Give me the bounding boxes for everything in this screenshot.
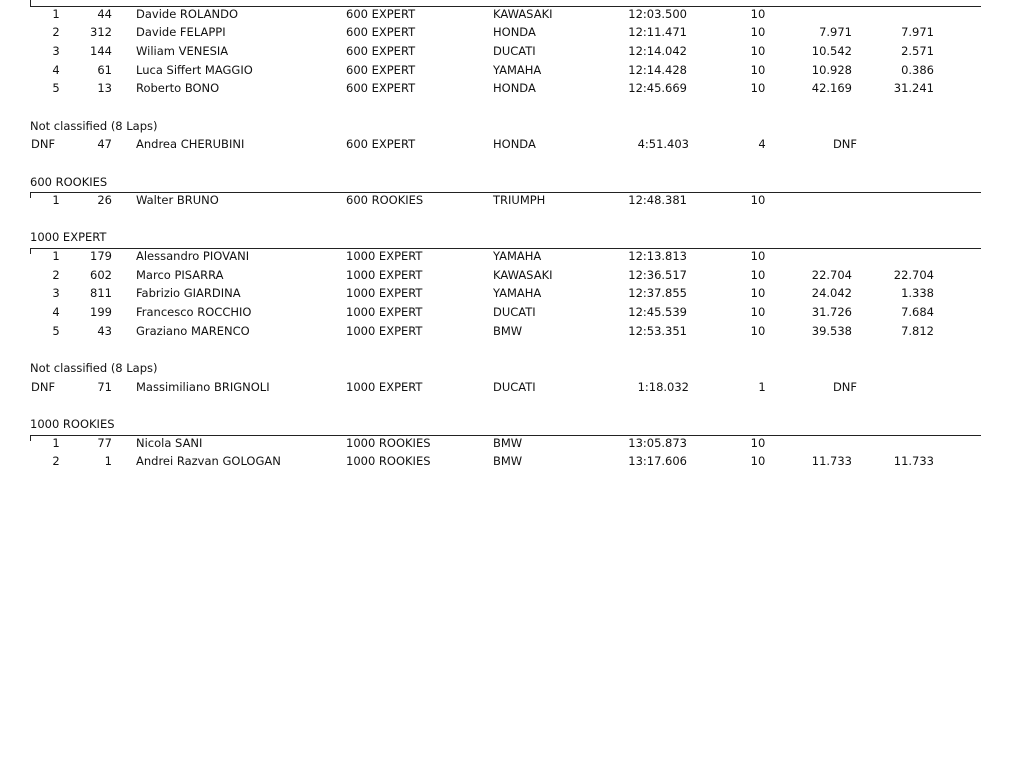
race-number: 26 bbox=[97, 193, 112, 207]
result-row bbox=[0, 62, 1024, 78]
laps: 10 bbox=[750, 25, 766, 39]
position: 5 bbox=[52, 324, 60, 338]
race-number: 71 bbox=[97, 380, 112, 394]
section-heading: 600 ROOKIES bbox=[30, 175, 108, 189]
laps: 10 bbox=[750, 7, 766, 21]
manufacturer: DUCATI bbox=[493, 380, 536, 394]
gap-to-leader: 11.733 bbox=[811, 454, 852, 468]
class: 600 EXPERT bbox=[346, 137, 416, 151]
class: 1000 ROOKIES bbox=[346, 454, 431, 468]
total-time: 12:13.813 bbox=[628, 249, 687, 263]
class: 1000 EXPERT bbox=[346, 286, 423, 300]
manufacturer: YAMAHA bbox=[493, 63, 542, 77]
laps: 1 bbox=[758, 380, 766, 394]
manufacturer: BMW bbox=[493, 324, 523, 338]
rider-name: Fabrizio GIARDINA bbox=[136, 286, 241, 300]
rider-name: Davide FELAPPI bbox=[136, 25, 226, 39]
gap-to-leader: 31.726 bbox=[811, 305, 852, 319]
manufacturer: DUCATI bbox=[493, 44, 536, 58]
gap-to-previous: 11.733 bbox=[893, 454, 934, 468]
gap-to-leader: 22.704 bbox=[811, 268, 852, 282]
total-time: 12:45.669 bbox=[628, 81, 687, 95]
manufacturer: HONDA bbox=[493, 81, 536, 95]
laps: 10 bbox=[750, 454, 766, 468]
position: 1 bbox=[52, 193, 60, 207]
dnf-row bbox=[0, 136, 1024, 152]
position: 2 bbox=[52, 268, 60, 282]
section-heading: Not classified (8 Laps) bbox=[30, 361, 158, 375]
gap-to-leader: 7.971 bbox=[819, 25, 852, 39]
class: 600 EXPERT bbox=[346, 81, 416, 95]
manufacturer: TRIUMPH bbox=[493, 193, 546, 207]
position: 4 bbox=[52, 63, 60, 77]
total-time: 12:14.042 bbox=[628, 44, 687, 58]
gap-to-previous: 1.338 bbox=[901, 286, 934, 300]
laps: 10 bbox=[750, 81, 766, 95]
result-row bbox=[0, 267, 1024, 283]
total-time: 12:53.351 bbox=[628, 324, 687, 338]
rider-name: Marco PISARRA bbox=[136, 268, 224, 282]
position: DNF bbox=[31, 380, 56, 394]
manufacturer: KAWASAKI bbox=[493, 268, 553, 282]
section-heading: 1000 EXPERT bbox=[30, 230, 107, 244]
class: 600 EXPERT bbox=[346, 63, 416, 77]
result-row bbox=[0, 285, 1024, 301]
gap-to-leader: 39.538 bbox=[811, 324, 852, 338]
rider-name: Roberto BONO bbox=[136, 81, 220, 95]
laps: 4 bbox=[758, 137, 766, 151]
race-number: 1 bbox=[104, 454, 112, 468]
manufacturer: KAWASAKI bbox=[493, 7, 553, 21]
laps: 10 bbox=[750, 193, 766, 207]
total-time: 12:03.500 bbox=[628, 7, 687, 21]
rider-name: Andrei Razvan GOLOGAN bbox=[136, 454, 281, 468]
race-number: 179 bbox=[90, 249, 112, 263]
dnf-row bbox=[0, 379, 1024, 395]
total-time: 4:51.403 bbox=[637, 137, 689, 151]
class: 600 ROOKIES bbox=[346, 193, 424, 207]
race-number: 47 bbox=[97, 137, 112, 151]
position: 1 bbox=[52, 7, 60, 21]
total-time: 1:18.032 bbox=[637, 380, 689, 394]
race-number: 43 bbox=[97, 324, 112, 338]
laps: 10 bbox=[750, 44, 766, 58]
total-time: 12:11.471 bbox=[628, 25, 687, 39]
laps: 10 bbox=[750, 305, 766, 319]
gap-to-leader: 24.042 bbox=[811, 286, 852, 300]
laps: 10 bbox=[750, 63, 766, 77]
result-row bbox=[0, 80, 1024, 96]
manufacturer: HONDA bbox=[493, 137, 536, 151]
race-number: 602 bbox=[90, 268, 112, 282]
gap-to-leader: 42.169 bbox=[811, 81, 852, 95]
rider-name: Davide ROLANDO bbox=[136, 7, 239, 21]
laps: 10 bbox=[750, 286, 766, 300]
position: 2 bbox=[52, 25, 60, 39]
rider-name: Walter BRUNO bbox=[136, 193, 219, 207]
result-row bbox=[0, 192, 1024, 208]
gap-to-previous: 31.241 bbox=[893, 81, 934, 95]
gap-to-previous: 7.971 bbox=[901, 25, 934, 39]
race-number: 44 bbox=[97, 7, 112, 21]
race-number: 61 bbox=[97, 63, 112, 77]
laps: 10 bbox=[750, 436, 766, 450]
class: 1000 EXPERT bbox=[346, 268, 423, 282]
position: 1 bbox=[52, 436, 60, 450]
rider-name: Graziano MARENCO bbox=[136, 324, 250, 338]
rider-name: Francesco ROCCHIO bbox=[136, 305, 252, 319]
total-time: 12:45.539 bbox=[628, 305, 687, 319]
position: 5 bbox=[52, 81, 60, 95]
result-row bbox=[0, 6, 1024, 22]
rider-name: Luca Siffert MAGGIO bbox=[136, 63, 253, 77]
race-number: 199 bbox=[90, 305, 112, 319]
result-row bbox=[0, 304, 1024, 320]
manufacturer: BMW bbox=[493, 454, 523, 468]
status-dnf: DNF bbox=[832, 137, 858, 151]
section-heading: 1000 ROOKIES bbox=[30, 417, 115, 431]
class: 600 EXPERT bbox=[346, 7, 416, 21]
total-time: 12:14.428 bbox=[628, 63, 687, 77]
result-row bbox=[0, 43, 1024, 59]
manufacturer: HONDA bbox=[493, 25, 536, 39]
position: DNF bbox=[31, 137, 56, 151]
result-row bbox=[0, 24, 1024, 40]
position: 3 bbox=[52, 286, 60, 300]
rider-name: Massimiliano BRIGNOLI bbox=[136, 380, 270, 394]
position: 3 bbox=[52, 44, 60, 58]
position: 4 bbox=[52, 305, 60, 319]
total-time: 12:37.855 bbox=[628, 286, 687, 300]
race-number: 144 bbox=[90, 44, 112, 58]
race-number: 13 bbox=[97, 81, 112, 95]
total-time: 13:05.873 bbox=[628, 436, 687, 450]
class: 1000 ROOKIES bbox=[346, 436, 431, 450]
gap-to-leader: 10.928 bbox=[811, 63, 852, 77]
result-row bbox=[0, 248, 1024, 264]
result-row bbox=[0, 453, 1024, 469]
manufacturer: YAMAHA bbox=[493, 249, 542, 263]
rider-name: Andrea CHERUBINI bbox=[136, 137, 245, 151]
rider-name: Nicola SANI bbox=[136, 436, 203, 450]
rider-name: Alessandro PIOVANI bbox=[136, 249, 250, 263]
laps: 10 bbox=[750, 249, 766, 263]
class: 1000 EXPERT bbox=[346, 324, 423, 338]
race-number: 811 bbox=[90, 286, 112, 300]
manufacturer: DUCATI bbox=[493, 305, 536, 319]
class: 1000 EXPERT bbox=[346, 249, 423, 263]
manufacturer: YAMAHA bbox=[493, 286, 542, 300]
position: 2 bbox=[52, 454, 60, 468]
race-number: 77 bbox=[97, 436, 112, 450]
total-time: 12:36.517 bbox=[628, 268, 687, 282]
class: 600 EXPERT bbox=[346, 44, 416, 58]
position: 1 bbox=[52, 249, 60, 263]
race-number: 312 bbox=[90, 25, 112, 39]
total-time: 12:48.381 bbox=[628, 193, 687, 207]
class: 1000 EXPERT bbox=[346, 305, 423, 319]
gap-to-leader: 10.542 bbox=[811, 44, 852, 58]
class: 1000 EXPERT bbox=[346, 380, 423, 394]
result-row bbox=[0, 435, 1024, 451]
total-time: 13:17.606 bbox=[628, 454, 687, 468]
result-row bbox=[0, 323, 1024, 339]
gap-to-previous: 2.571 bbox=[901, 44, 934, 58]
class: 600 EXPERT bbox=[346, 25, 416, 39]
manufacturer: BMW bbox=[493, 436, 523, 450]
section-heading: Not classified (8 Laps) bbox=[30, 119, 158, 133]
status-dnf: DNF bbox=[832, 380, 858, 394]
laps: 10 bbox=[750, 324, 766, 338]
gap-to-previous: 7.684 bbox=[901, 305, 934, 319]
gap-to-previous: 22.704 bbox=[893, 268, 934, 282]
gap-to-previous: 0.386 bbox=[901, 63, 934, 77]
gap-to-previous: 7.812 bbox=[901, 324, 934, 338]
laps: 10 bbox=[750, 268, 766, 282]
rider-name: Wiliam VENESIA bbox=[136, 44, 229, 58]
